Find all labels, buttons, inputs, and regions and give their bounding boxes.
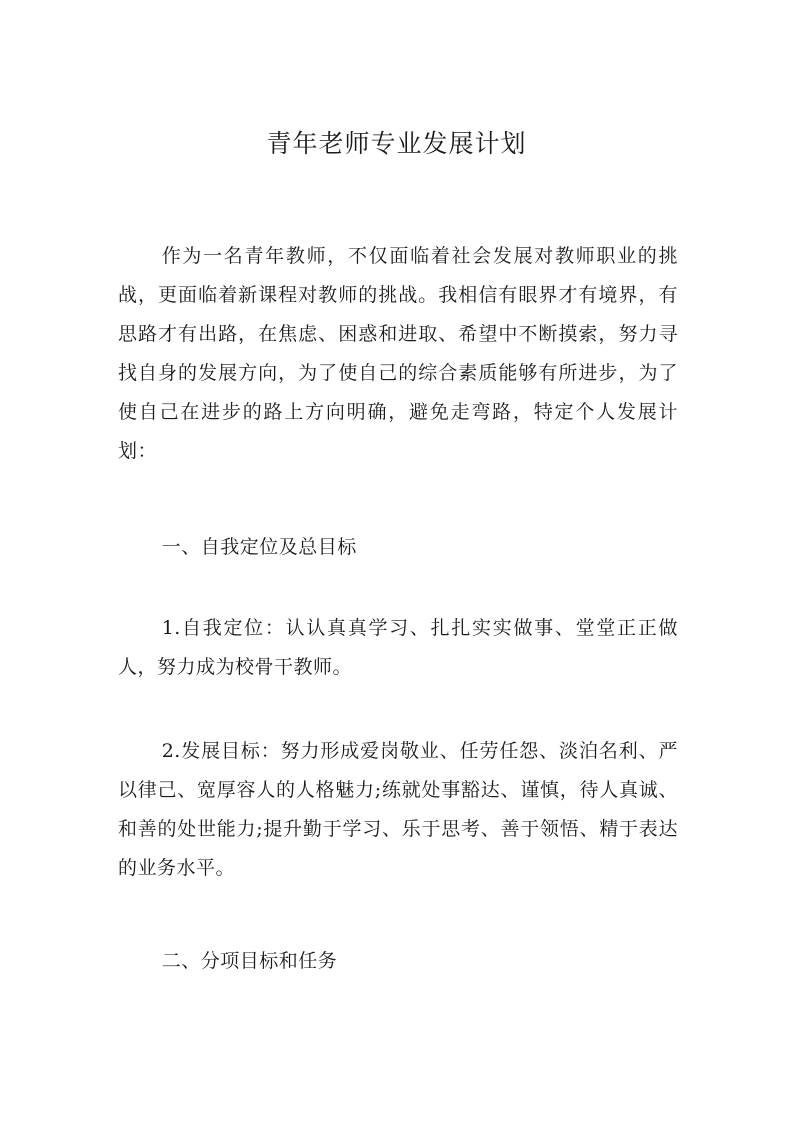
intro-paragraph: 作为一名青年教师，不仅面临着社会发展对教师职业的挑战，更面临着新课程对教师的挑战。我相信有眼界才有境界，有思路才有出路，在焦虑、困惑和进取、希望中不断摸索，努力寻找自身的发展方向，为了使自己的综合素质能够有所进步，为了使自己在进步的路上方向明确，避免走弯路，特定个人发展计划： — [118, 245, 678, 462]
document-title: 青年老师专业发展计划 — [266, 129, 527, 158]
self-positioning-paragraph: 1.自我定位：认认真真学习、扎扎实实做事、堂堂正正做人，努力成为校骨干教师。 — [118, 617, 678, 678]
section-heading-2: 二、分项目标和任务 — [161, 950, 338, 972]
section-heading-1: 一、自我定位及总目标 — [161, 536, 357, 558]
development-goal-paragraph: 2.发展目标：努力形成爱岗敬业、任劳任怨、淡泊名利、严以律己、宽厚容人的人格魅力;练就处事豁达、谨慎，待人真诚、和善的处世能力;提升勤于学习、乐于思考、善于领悟、精于表达的业务水平。 — [118, 740, 678, 879]
